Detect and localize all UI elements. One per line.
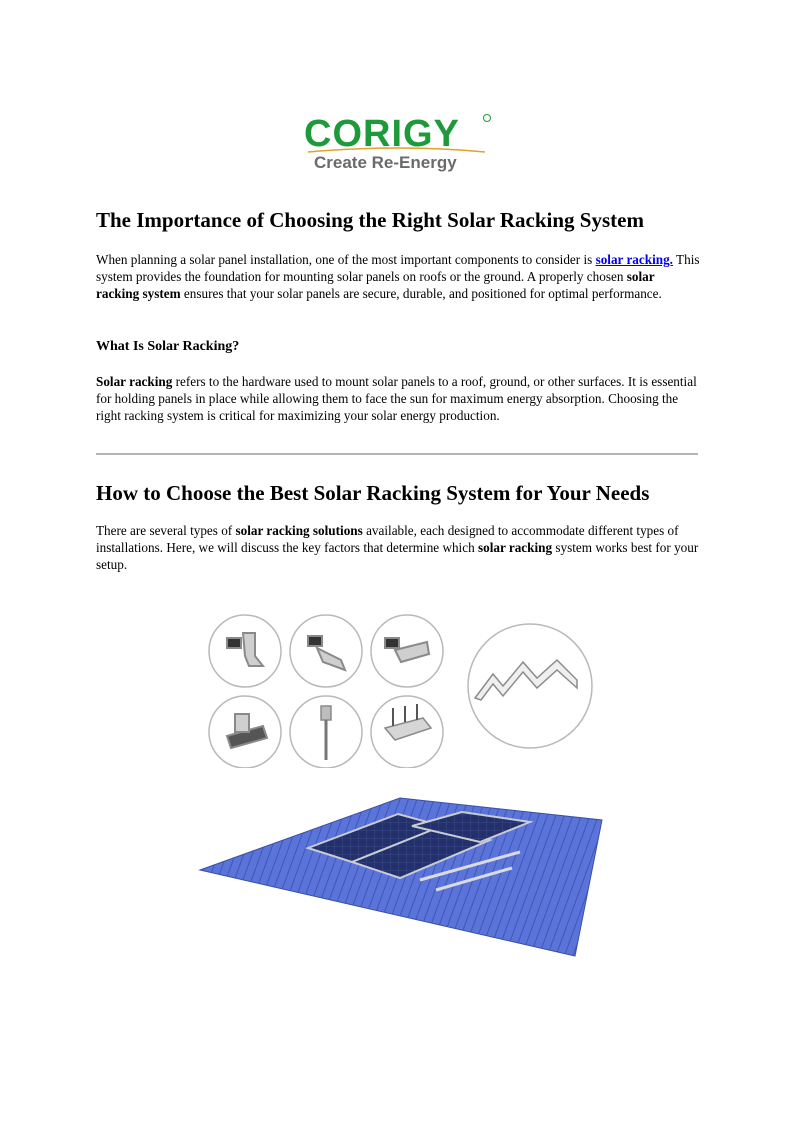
logo-tagline: Create Re-Energy [314, 153, 457, 172]
section2-title: How to Choose the Best Solar Racking System for Your Needs [96, 481, 650, 505]
logo-wordmark: CORIGY [304, 113, 460, 155]
solar-racking-link[interactable]: solar racking. [595, 252, 673, 267]
section2-paragraph: There are several types of solar racking solutions available, each designed to accommodate different types of installations. Here, we will discuss the key factors that determine which solar racking system works best for your setup. [96, 523, 699, 572]
component-circle [290, 615, 362, 687]
racking-components-figure [205, 608, 595, 768]
intro-paragraph: When planning a solar panel installation, one of the most important components to consider is solar racking. This system provides the foundation for mounting solar panels on roofs or the ground. A properly chosen solar racking system ensures that your solar panels are secure, durable, and positioned for optimal performance. [96, 252, 700, 301]
section-divider [96, 453, 698, 455]
corigy-logo [300, 108, 500, 174]
registered-mark-icon [484, 115, 491, 122]
roof-installation-figure [190, 790, 610, 970]
section1-title: The Importance of Choosing the Right Solar Racking System [96, 208, 644, 232]
definition-paragraph: Solar racking refers to the hardware used to mount solar panels to a roof, ground, or other surfaces. It is essential for holding panels in place while allowing them to face the sun for maximum energy absorption. Choosing the right racking system is critical for maximizing your solar energy production. [96, 374, 697, 423]
what-is-heading: What Is Solar Racking? [96, 339, 240, 354]
